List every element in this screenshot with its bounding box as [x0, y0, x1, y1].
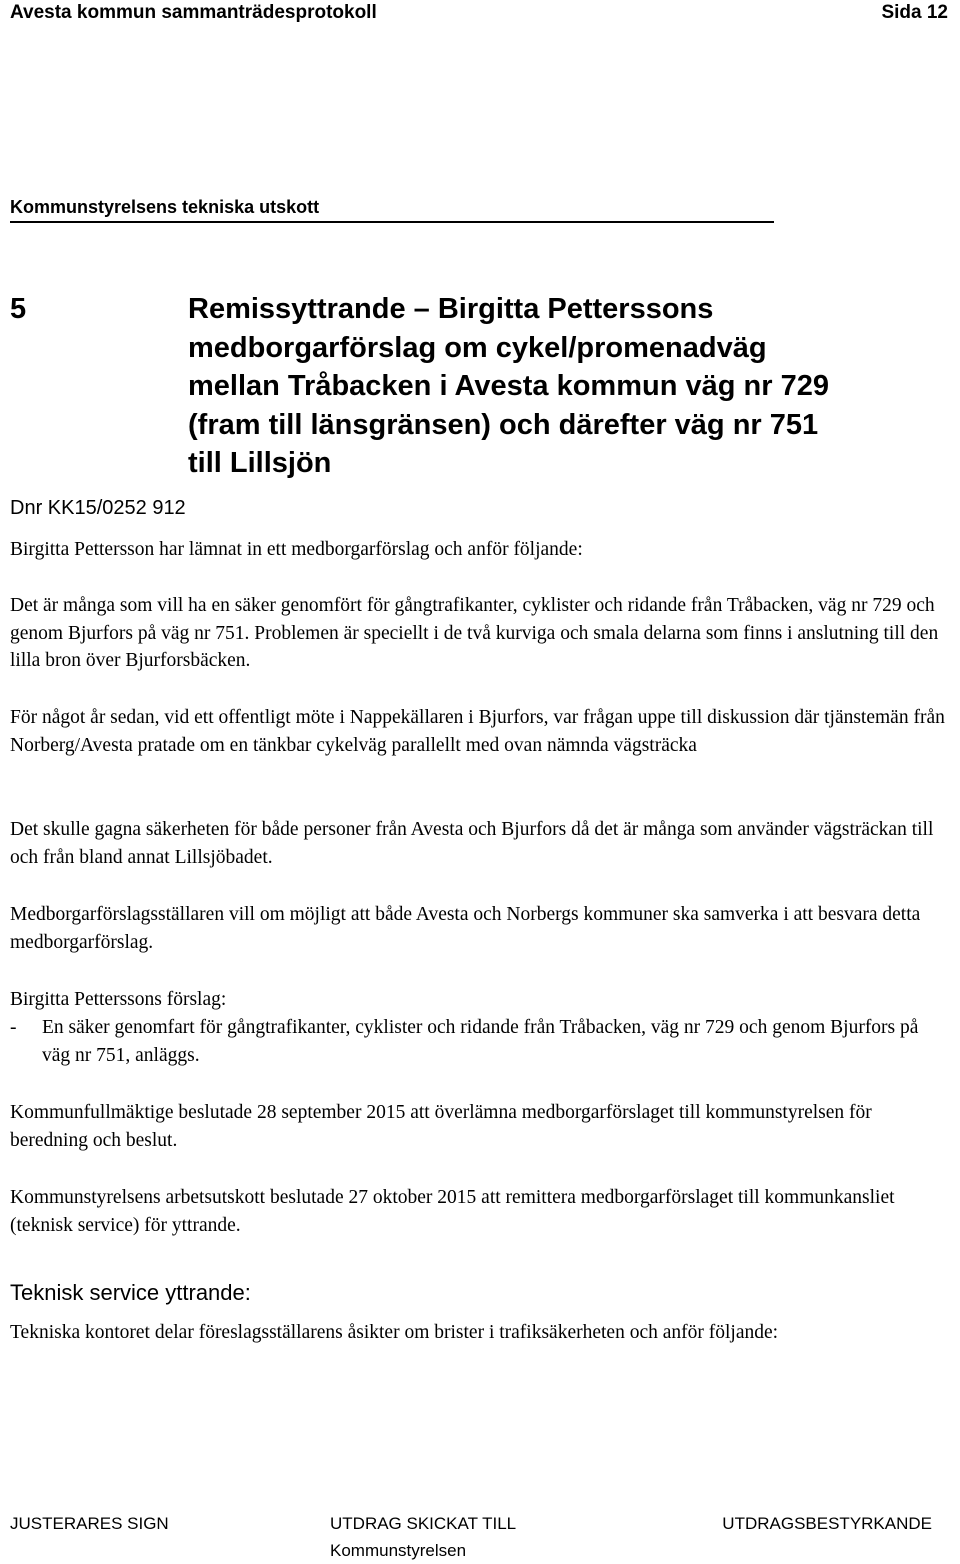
- section-title-line: mellan Tråbacken i Avesta kommun väg nr 729: [188, 370, 829, 402]
- section-title-line: medborgarförslag om cykel/promenadväg: [188, 331, 767, 364]
- intro-text: Birgitta Pettersson har lämnat in ett medborgarförslag och anför följande:: [10, 539, 583, 560]
- committee-name: Kommunstyrelsens tekniska utskott: [10, 197, 320, 217]
- footer-sent-to-value: Kommunstyrelsen: [330, 1541, 467, 1560]
- case-number: Dnr KK15/0252 912: [10, 497, 186, 519]
- page-number: Sida 12: [881, 2, 948, 23]
- bullet-dash: -: [10, 1017, 17, 1038]
- section-title: [188, 290, 928, 483]
- footer-certified-label: UTDRAGSBESTYRKANDE: [722, 1514, 932, 1533]
- intro-paragraph: [10, 536, 950, 564]
- paragraph-1: [10, 592, 950, 675]
- proposal-label: [10, 986, 950, 1014]
- paragraph-6: [10, 1184, 950, 1239]
- paragraph-text: Kommunfullmäktige beslutade 28 september 2015 att överlämna medborgarförslaget till kommunstyrelsen för beredning och beslut.: [10, 1102, 872, 1151]
- section-title-line: Remissyttrande – Birgitta Petterssons: [188, 293, 714, 325]
- section-title-line: (fram till länsgränsen) och därefter väg nr 751: [188, 408, 819, 441]
- bullet-text: En säker genomfart för gångtrafikanter, cyklister och ridande från Tråbacken, väg nr 729 och genom Bjurfors på väg nr 751, anläggs.: [42, 1017, 919, 1066]
- paragraph-7: [10, 1319, 950, 1347]
- footer-sent-to-label: UTDRAG SKICKAT TILL: [330, 1514, 517, 1533]
- paragraph-text: Det är många som vill ha en säker genomfört för gångtrafikanter, cyklister och ridande från Tråbacken, väg nr 729 och genom Bjurfors på väg nr 751. Problemen är speciellt i de två kurviga och smala delarna som finns i anslutning till den lilla bron över Bjurforsbäcken.: [10, 595, 939, 671]
- proposal-bullet: [10, 1014, 950, 1069]
- paragraph-3: [10, 816, 950, 871]
- paragraph-5: [10, 1099, 950, 1154]
- paragraph-text: Det skulle gagna säkerheten för både personer från Avesta och Bjurfors då det är många som använder vägsträckan till och från bland annat Lillsjöbadet.: [10, 819, 934, 868]
- document-header-title: Avesta kommun sammanträdesprotokoll: [10, 2, 377, 23]
- paragraph-4: [10, 901, 950, 956]
- paragraph-2: [10, 704, 950, 759]
- footer-signature-label: JUSTERARES SIGN: [10, 1514, 169, 1533]
- section-title-line: till Lillsjön: [188, 447, 332, 479]
- paragraph-text: För något år sedan, vid ett offentligt möte i Nappekällaren i Bjurfors, var frågan uppe till diskussion där tjänstemän från Norberg/Avesta pratade om en tänkbar cykelväg parallellt med ovan nämnda vägsträcka: [10, 707, 945, 756]
- committee-underline: [10, 221, 774, 223]
- subheading: Teknisk service yttrande:: [10, 1280, 251, 1305]
- proposal-label-text: Birgitta Petterssons förslag:: [10, 989, 227, 1010]
- paragraph-text: Tekniska kontoret delar föreslagsställarens åsikter om brister i trafiksäkerheten och anför följande:: [10, 1322, 779, 1343]
- section-number: 5: [10, 293, 27, 325]
- paragraph-text: Medborgarförslagsställaren vill om möjligt att både Avesta och Norbergs kommuner ska samverka i att besvara detta medborgarförslag.: [10, 904, 921, 953]
- paragraph-text: Kommunstyrelsens arbetsutskott beslutade 27 oktober 2015 att remittera medborgarförslaget till kommunkansliet (teknisk service) för yttrande.: [10, 1187, 895, 1236]
